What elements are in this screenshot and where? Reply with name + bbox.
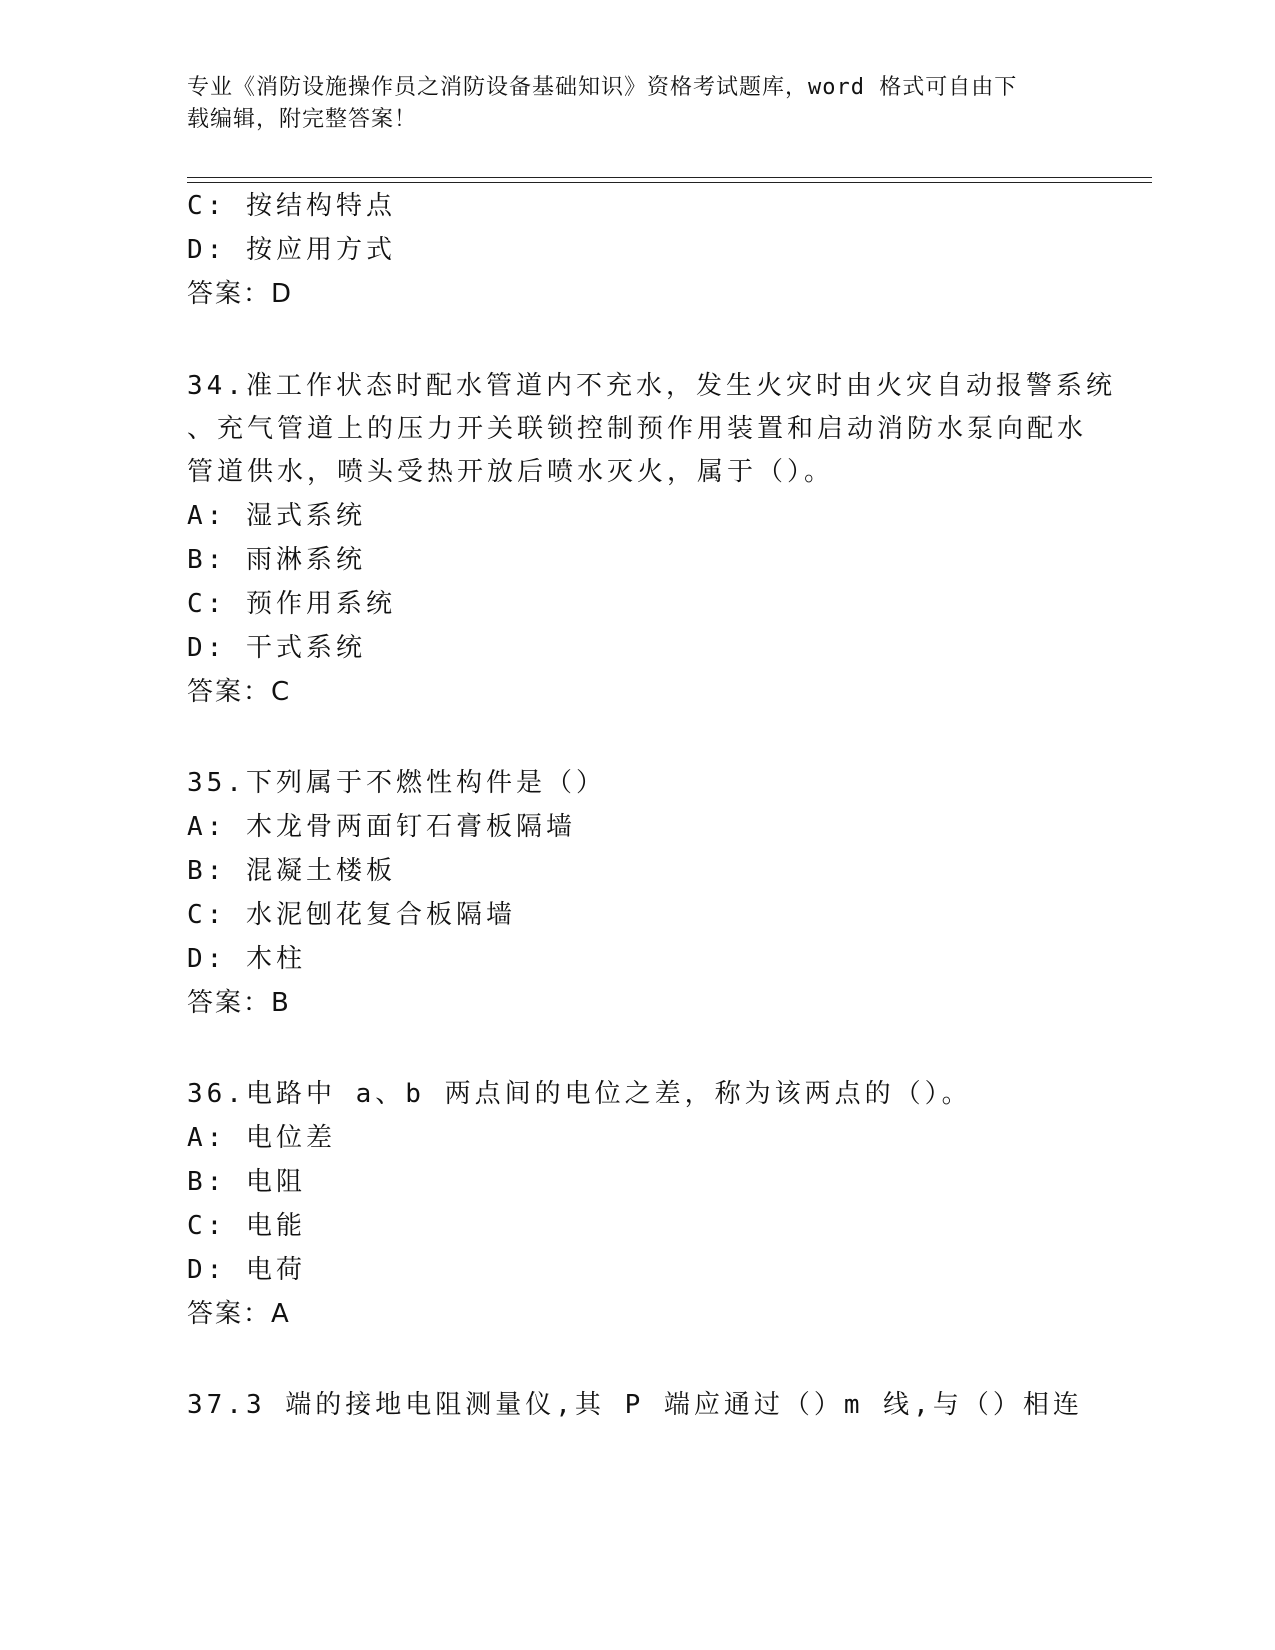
q34-option-d: D: 干式系统 <box>187 633 366 663</box>
q34-answer: 答案：C <box>187 677 292 707</box>
q36-answer: 答案：A <box>187 1299 291 1329</box>
q35-option-c: C: 水泥刨花复合板隔墙 <box>187 900 516 930</box>
header-divider-top <box>187 177 1152 178</box>
q33-answer: 答案：D <box>187 279 294 309</box>
header-divider-bottom <box>187 182 1152 183</box>
header-line-2: 载编辑，附完整答案！ <box>187 107 418 132</box>
q33-option-d: D: 按应用方式 <box>187 235 396 265</box>
q36-option-c: C: 电能 <box>187 1211 306 1241</box>
q37-stem: 37.3 端的接地电阻测量仪,其 P 端应通过（）m 线,与（）相连 <box>187 1390 1083 1420</box>
q36-option-a: A: 电位差 <box>187 1123 336 1153</box>
q34-stem-line-3: 管道供水，喷头受热开放后喷水灭火，属于（）。 <box>187 457 835 487</box>
q36-option-d: D: 电荷 <box>187 1255 306 1285</box>
q35-answer: 答案：B <box>187 988 291 1018</box>
q34-option-b: B: 雨淋系统 <box>187 545 366 575</box>
q34-option-c: C: 预作用系统 <box>187 589 396 619</box>
q36-stem: 36.电路中 a、b 两点间的电位之差，称为该两点的（）。 <box>187 1079 972 1109</box>
q35-option-b: B: 混凝土楼板 <box>187 856 396 886</box>
header-line-1: 专业《消防设施操作员之消防设备基础知识》资格考试题库，word 格式可自由下 <box>187 75 1018 100</box>
q36-option-b: B: 电阻 <box>187 1167 306 1197</box>
q35-stem: 35.下列属于不燃性构件是（） <box>187 768 606 798</box>
q35-option-a: A: 木龙骨两面钉石膏板隔墙 <box>187 812 576 842</box>
q34-stem-line-1: 34.准工作状态时配水管道内不充水，发生火灾时由火灾自动报警系统 <box>187 371 1116 401</box>
q34-stem-line-2: 、充气管道上的压力开关联锁控制预作用装置和启动消防水泵向配水 <box>187 414 1088 444</box>
document-header <box>187 72 1087 136</box>
q33-option-c: C: 按结构特点 <box>187 191 396 221</box>
q34-option-a: A: 湿式系统 <box>187 501 366 531</box>
q35-option-d: D: 木柱 <box>187 944 306 974</box>
